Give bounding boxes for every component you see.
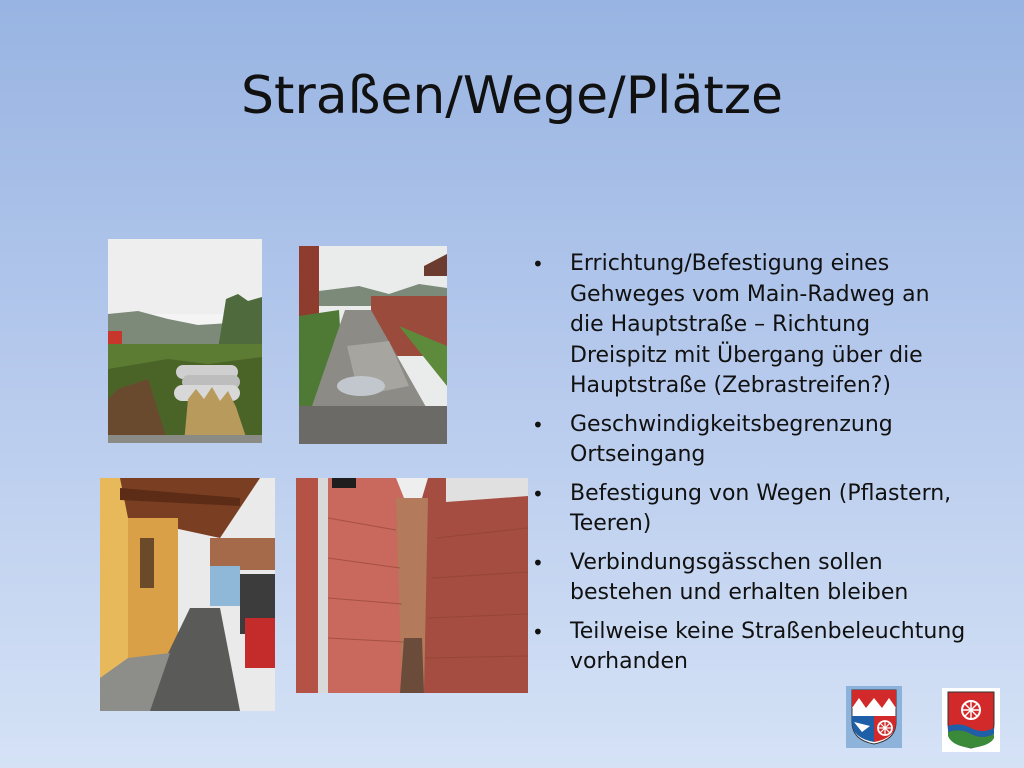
bullet-text: Verbindungsgässchen sollen bestehen und erhalten bleiben [570, 549, 909, 605]
bullet-text: Befestigung von Wegen (Pflastern, Teeren) [570, 480, 952, 536]
municipality-coat-of-arms-icon [942, 688, 1000, 752]
bullet-dot: • [532, 481, 544, 506]
bullet-item [530, 548, 970, 609]
bullet-list [530, 249, 970, 686]
bullet-item [530, 410, 970, 471]
bullet-text: Teilweise keine Straßenbeleuchtung vorhanden [570, 618, 966, 674]
bullet-dot: • [532, 619, 544, 644]
bullet-item [530, 617, 970, 678]
photo-construction-pipes [108, 239, 262, 443]
district-coat-of-arms-icon [846, 686, 902, 748]
bullet-dot: • [532, 252, 544, 276]
bullet-item [530, 249, 970, 402]
bullet-item [530, 479, 970, 540]
bullet-text: Geschwindigkeitsbegrenzung Ortseingang [570, 411, 893, 467]
page-title: Straßen/Wege/Plätze [240, 66, 784, 126]
photo-house-alley [100, 478, 275, 711]
bullet-dot: • [532, 550, 544, 575]
photo-muddy-path [299, 246, 447, 444]
bullet-dot: • [532, 412, 544, 437]
photo-narrow-alley [296, 478, 528, 693]
bullet-text: Errichtung/Befestigung eines Gehweges vom Main-Radweg an die Hauptstraße – Richtung Dreispitz mit Übergang über die Hauptstraße (Zebrastreifen?) [570, 251, 930, 398]
